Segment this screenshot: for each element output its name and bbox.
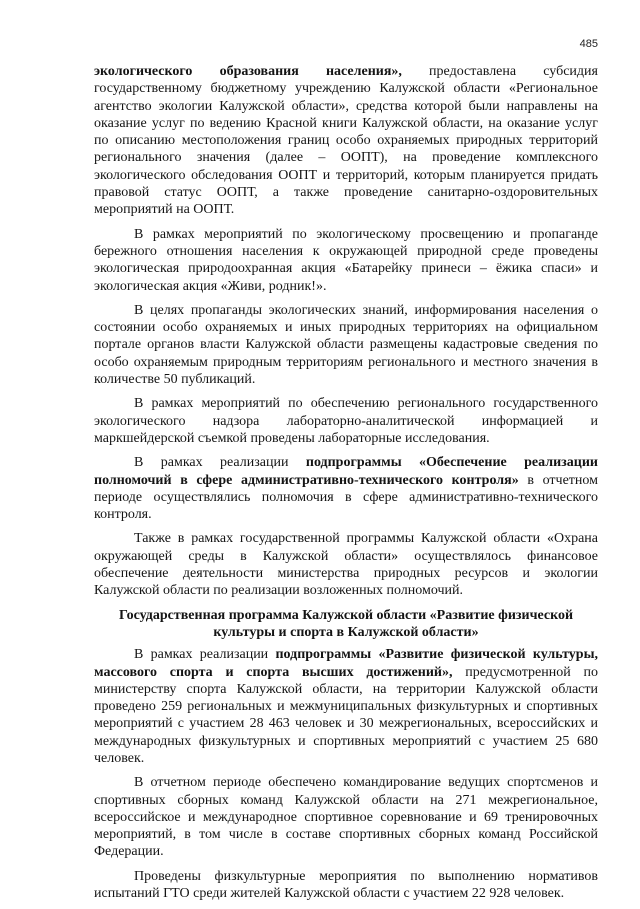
page-number: 485	[579, 38, 598, 50]
paragraph-5-post: в отчетном периоде осуществлялись полномочия в сфере административно-технического контроля.	[94, 472, 598, 523]
paragraph-7-pre: В рамках реализации	[134, 647, 276, 663]
paragraph-6: Также в рамках государственной программы Калужской области «Охрана окружающей среды в Калужской области» осуществлялось финансовое обеспечение деятельности министерства природных ресурсов и экологии Калужской области по реализации возложенных полномочий.	[94, 531, 598, 599]
paragraph-5-bold: подпрограммы «Обеспечение реализации полномочий в сфере административно-технического контроля»	[94, 455, 598, 488]
paragraph-9: Проведены физкультурные мероприятия по выполнению нормативов испытаний ГТО среди жителей Калужской области с участием 22 928 человек.	[94, 868, 598, 902]
paragraph-2: В рамках мероприятий по экологическому просвещению и пропаганде бережного отношения населения к окружающей природной среде проведены экологическая природоохранная акция «Батарейку принеси – ёжика спаси» и экологическая акция «Живи, родник!».	[94, 226, 598, 294]
section-heading: Государственная программа Калужской области «Развитие физической культуры и спорта в Калужской области»	[118, 607, 574, 640]
paragraph-7	[94, 646, 598, 767]
paragraph-5-pre: В рамках реализации	[134, 455, 306, 471]
paragraph-1-bold: экологического образования населения»,	[94, 64, 402, 79]
document-body	[94, 63, 598, 909]
paragraph-5	[94, 454, 598, 523]
paragraph-3: В целях пропаганды экологических знаний, информирования населения о состоянии особо охраняемых и иных природных территориях на официальном портале органов власти Калужской области размещены кадастровые сведения по особо охраняемым природным территориям регионального и местного значения в количестве 50 публикаций.	[94, 302, 598, 388]
paragraph-8: В отчетном периоде обеспечено командирование ведущих спортсменов и спортивных сборных команд Калужской области на 271 межрегиональное, всероссийское и международное спортивное соревнование и 69 тренировочных мероприятий, в том числе в составе спортивных сборных команд Российской Федерации.	[94, 775, 598, 860]
paragraph-7-bold: подпрограммы «Развитие физической культуры, массового спорта и спорта высших достижений»,	[94, 647, 599, 680]
paragraph-1	[94, 63, 598, 219]
paragraph-1-text: предоставлена субсидия государственному бюджетному учреждению Калужской области «Региональное агентство экологии Калужской области», средства которой были направлены на оказание услуг по ведению Красной книги Калужской области, на оказание услуг по описанию местоположения границ особо охраняемых природных территорий регионального значения (далее – ООПТ), на проведение комплексного экологического обследования ООПТ и территорий, которым планируется придать правовой статус ООПТ, а также проведение санитарно-оздоровительных мероприятий на ООПТ.	[94, 64, 598, 218]
paragraph-4: В рамках мероприятий по обеспечению регионального государственного экологического надзора лабораторно-аналитической информацией и маркшейдерской съемкой проведены лабораторные исследования.	[94, 396, 598, 446]
paragraph-7-post: предусмотренной по министерству спорта Калужской области, на территории Калужской области проведено 259 региональных и межмуниципальных физкультурных и спортивных мероприятий с участием 28 463 человек и 30 межрегиональных, всероссийских и международных физкультурных и спортивных мероприятий с участием 25 680 человек.	[94, 664, 598, 766]
